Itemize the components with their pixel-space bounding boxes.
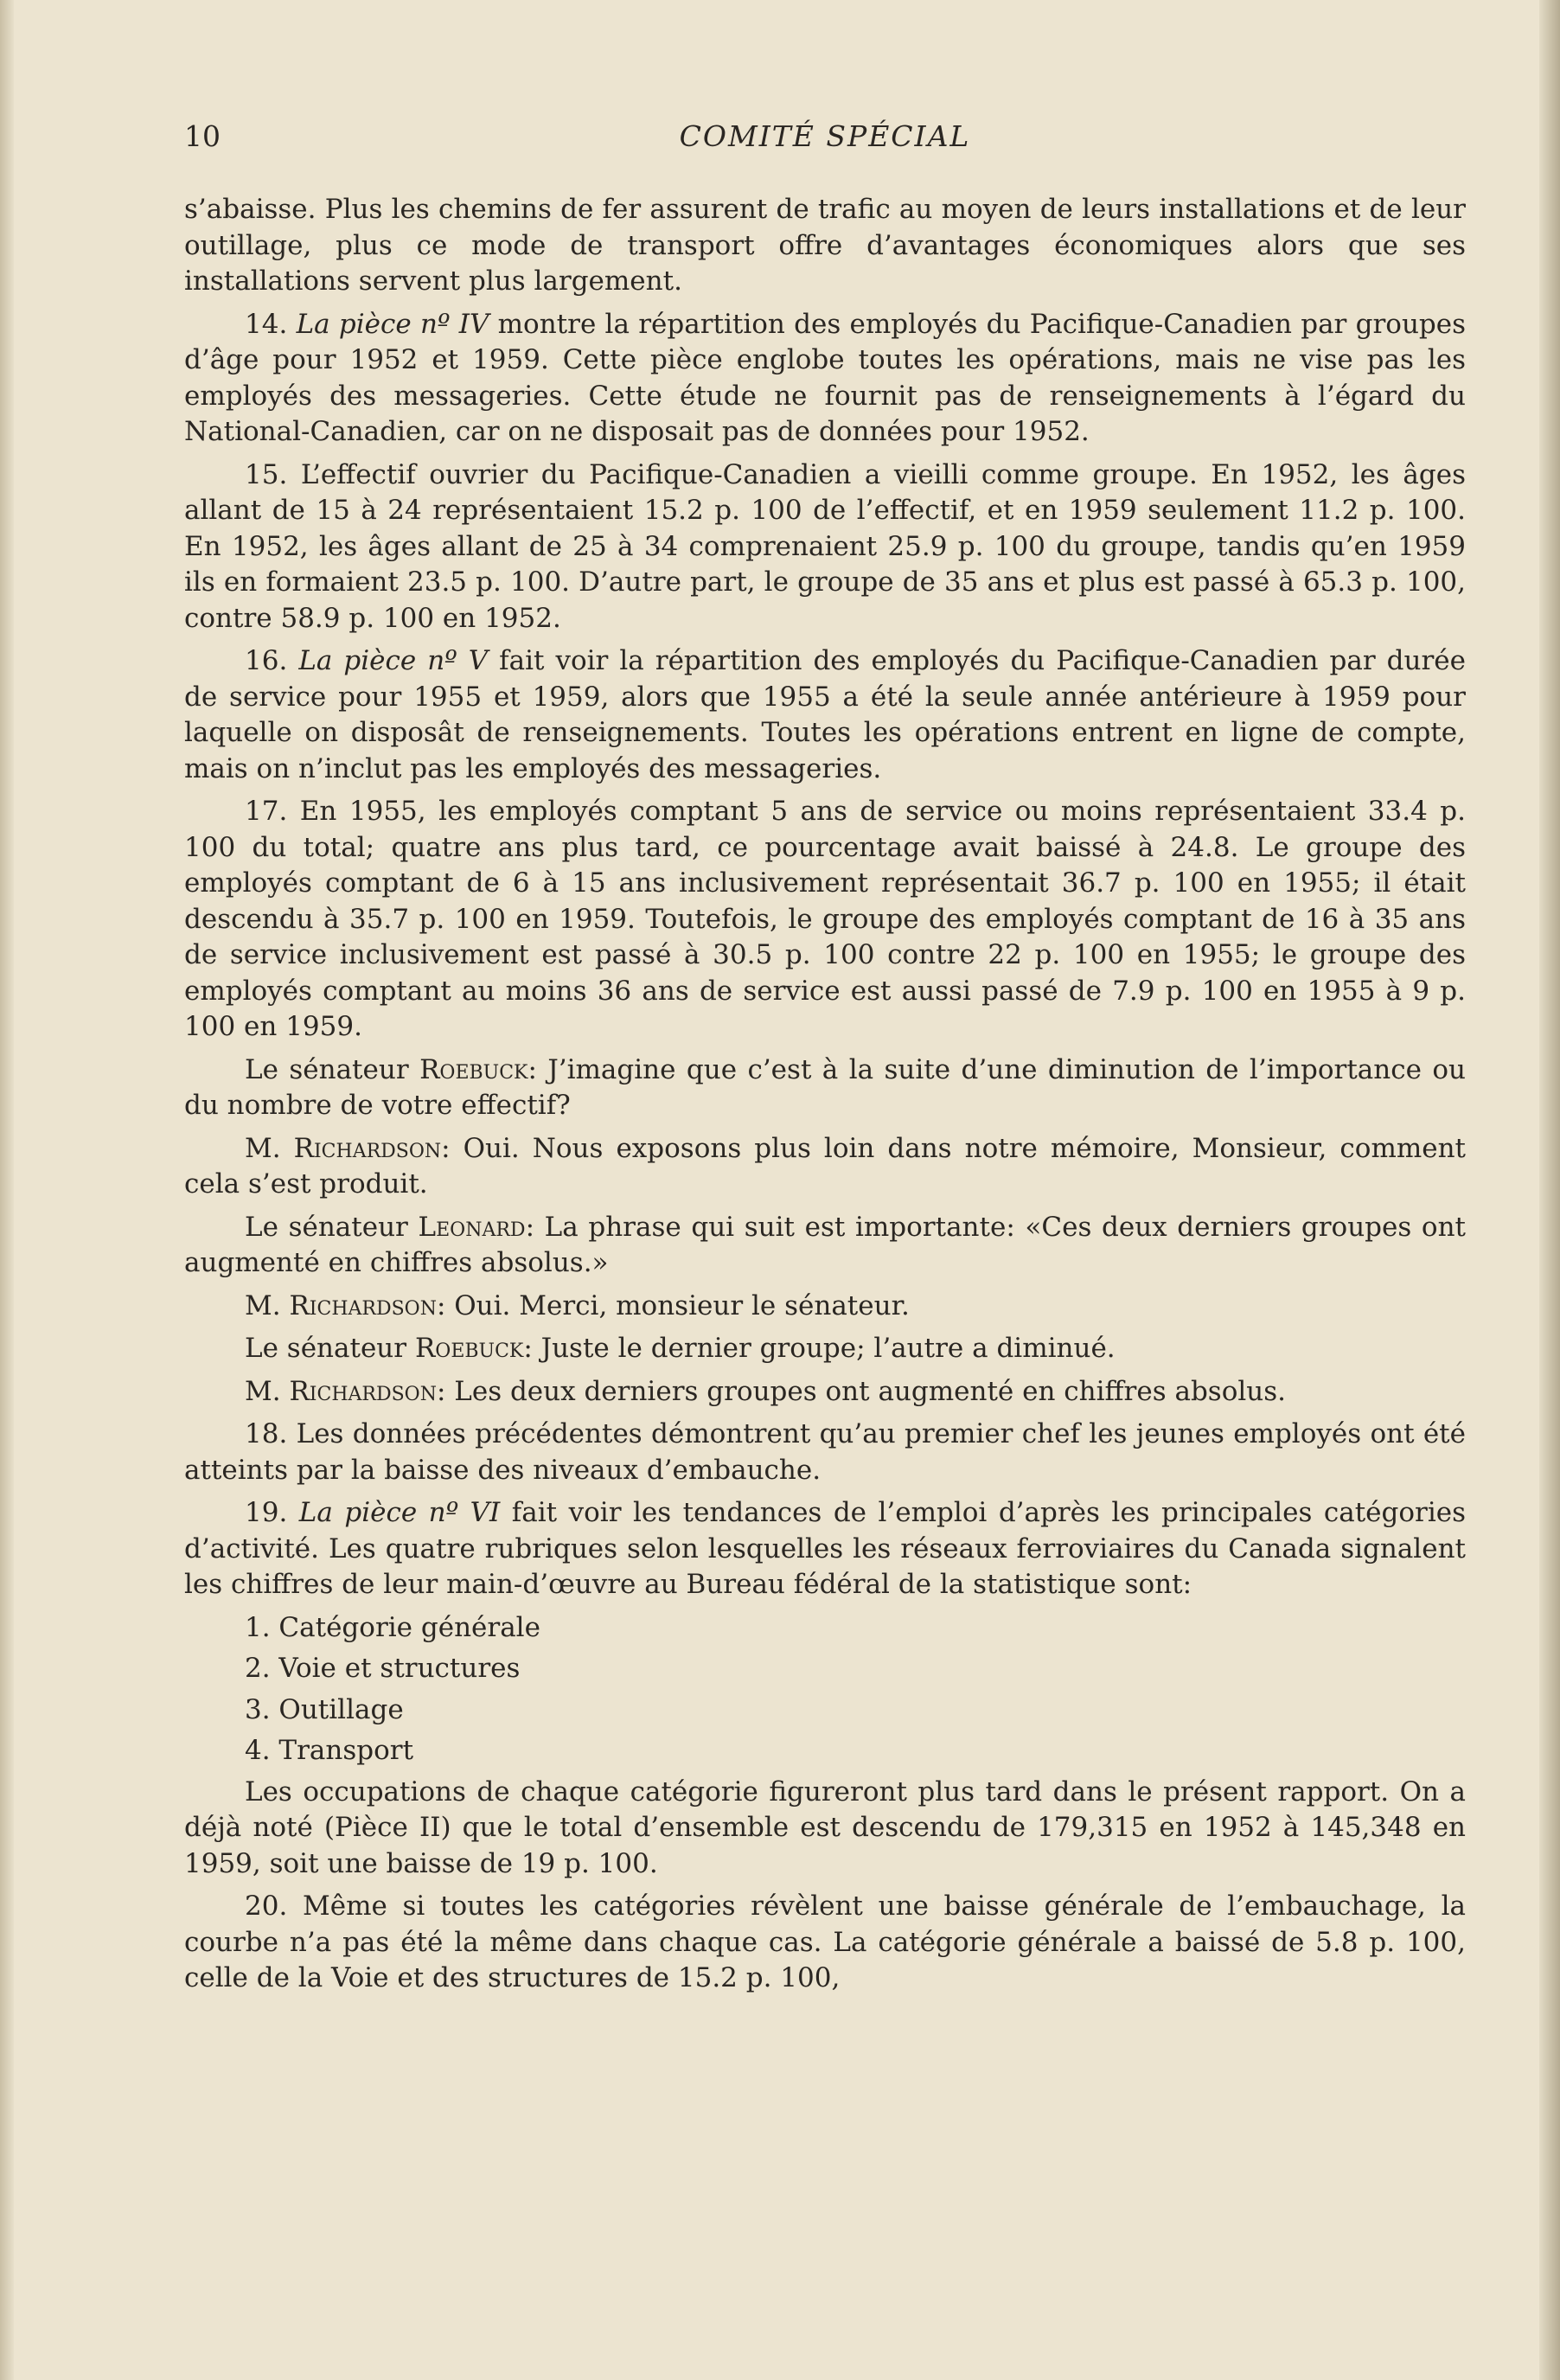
speaker-name: Leonard [418,1211,526,1243]
speaker-name: Richardson [289,1289,437,1321]
paragraph-20: 20. Même si toutes les catégories révèlent une baisse générale de l’embauchage, la courbe n’a pas été la même dans chaque cas. La catégorie générale a baissé de 5.8 p. 100, celle de la Voie et des structures de 15.2 p. 100, [184,1891,1466,1993]
speaker-name: Roebuck [414,1333,524,1364]
dialogue-text: : Oui. Merci, monsieur le sénateur. [436,1289,910,1321]
dialogue-text: : Juste le dernier groupe; l’autre a diminué. [523,1333,1116,1364]
speaker-name: Richardson [289,1375,437,1407]
paragraph-number: 19. [245,1497,288,1528]
exhibit-reference: La pièce nº VI [298,1497,501,1528]
dialogue-richardson-3 [184,1374,1466,1411]
list-item: 1. Catégorie générale [245,1611,540,1643]
page-header [184,119,1466,157]
paragraph-17: 17. En 1955, les employés comptant 5 ans de service ou moins représentaient 33.4 p. 100 du total; quatre ans plus tard, ce pourcentage avait baissé à 24.8. Le groupe des employés comptant de 6 à 15 ans inclusivement représentait 36.7 p. 100 en 1955; il était descendu à 35.7 p. 100 en 1959. Toutefois, le groupe des employés comptant de 16 à 35 ans de service inclusivement est passé à 30.5 p. 100 contre 22 p. 100 en 1955; le groupe des employés comptant au moins 36 ans de service est aussi passé de 7.9 p. 100 en 1955 à 9 p. 100 en 1959. [184,796,1466,1042]
dialogue-text: : Les deux derniers groupes ont augmenté en chiffres absolus. [436,1375,1287,1407]
dialogue-text: : La phrase qui suit est importante: «Ces deux derniers groupes ont augmenté en chiffres absolus.» [184,1211,1467,1278]
dialogue-roebuck-1 [184,1052,1466,1124]
paragraph-number: 14. [245,308,288,340]
list-item: 3. Outillage [245,1693,404,1725]
exhibit-reference: La pièce nº IV [296,308,489,340]
page-number: 10 [184,119,221,153]
running-title: COMITÉ SPÉCIAL [679,119,971,153]
list-item: 2. Voie et structures [245,1653,521,1684]
dialogue-roebuck-2 [184,1331,1466,1367]
speaker-prefix: M. [245,1375,281,1407]
speaker-prefix: M. [245,1289,281,1321]
dialogue-text: : J’imagine que c’est à la suite d’une diminution de l’importance ou du nombre de votre effectif? [184,1053,1466,1121]
speaker-name: Richardson [293,1132,442,1164]
paragraph-16 [184,643,1466,787]
speaker-prefix: Le sénateur [245,1053,409,1085]
speaker-name: Roebuck [419,1053,528,1085]
exhibit-reference: La pièce nº V [298,645,489,676]
speaker-prefix: Le sénateur [245,1211,408,1243]
speaker-prefix: Le sénateur [245,1333,407,1364]
paragraph-19-continued: Les occupations de chaque catégorie figureront plus tard dans le présent rapport. On a déjà noté (Pièce II) que le total d’ensemble est descendu de 179,315 en 1952 à 145,348 en 1959, soit une baisse de 19 p. 100. [184,1775,1466,1879]
page-right-edge-shadow [1539,0,1560,2380]
paragraph-14 [184,307,1466,451]
paragraph-text: fait voir la répartition des employés du Pacifique-Canadien par durée de service pour 1955 et 1959, alors que 1955 a été la seule année antérieure à 1959 pour laquelle on disposât de renseignements. Toutes les opérations entrent en ligne de compte, mais on n’inclut pas les employés des messageries. [184,645,1466,784]
paragraph-text: montre la répartition des employés du Pacifique-Canadien par groupes d’âge pour 1952 et 1959. Cette pièce englobe toutes les opérations, mais ne vise pas les employés des messageries. Cette étude ne fournit pas de renseignements à l’égard du National-Canadien, car on ne disposait pas de données pour 1952. [184,308,1467,447]
page-left-edge-shadow [0,0,14,2380]
dialogue-leonard [184,1210,1466,1282]
dialogue-text: : Oui. Nous exposons plus loin dans notre mémoire, Monsieur, comment cela s’est produit. [184,1132,1466,1200]
page-body [184,192,1466,2004]
paragraph-continuation: s’abaisse. Plus les chemins de fer assurent de trafic au moyen de leurs installations et de leur outillage, plus ce mode de transport offre d’avantages économiques alors que ses installations servent plus largement. [184,194,1466,297]
paragraph-number: 16. [245,645,288,676]
paragraph-text: fait voir les tendances de l’emploi d’après les principales catégories d’activité. Les quatre rubriques selon lesquelles les réseaux ferroviaires du Canada signalent les chiffres de leur main-d’œuvre au Bureau fédéral de la statistique sont: [184,1497,1466,1600]
paragraph-15: 15. L’effectif ouvrier du Pacifique-Canadien a vieilli comme groupe. En 1952, les âges allant de 15 à 24 représentaient 15.2 p. 100 de l’effectif, et en 1959 seulement 11.2 p. 100. En 1952, les âges allant de 25 à 34 comprenaient 25.9 p. 100 du groupe, tandis qu’en 1959 ils en formaient 23.5 p. 100. D’autre part, le groupe de 35 ans et plus est passé à 65.3 p. 100, contre 58.9 p. 100 en 1952. [184,458,1466,634]
paragraph-18: 18. Les données précédentes démontrent qu’au premier chef les jeunes employés ont été atteints par la baisse des niveaux d’embauche. [184,1418,1466,1486]
speaker-prefix: M. [245,1132,281,1164]
paragraph-19 [184,1495,1466,1603]
dialogue-richardson-1 [184,1131,1466,1203]
list-item: 4. Transport [245,1735,414,1766]
dialogue-richardson-2 [184,1289,1466,1325]
